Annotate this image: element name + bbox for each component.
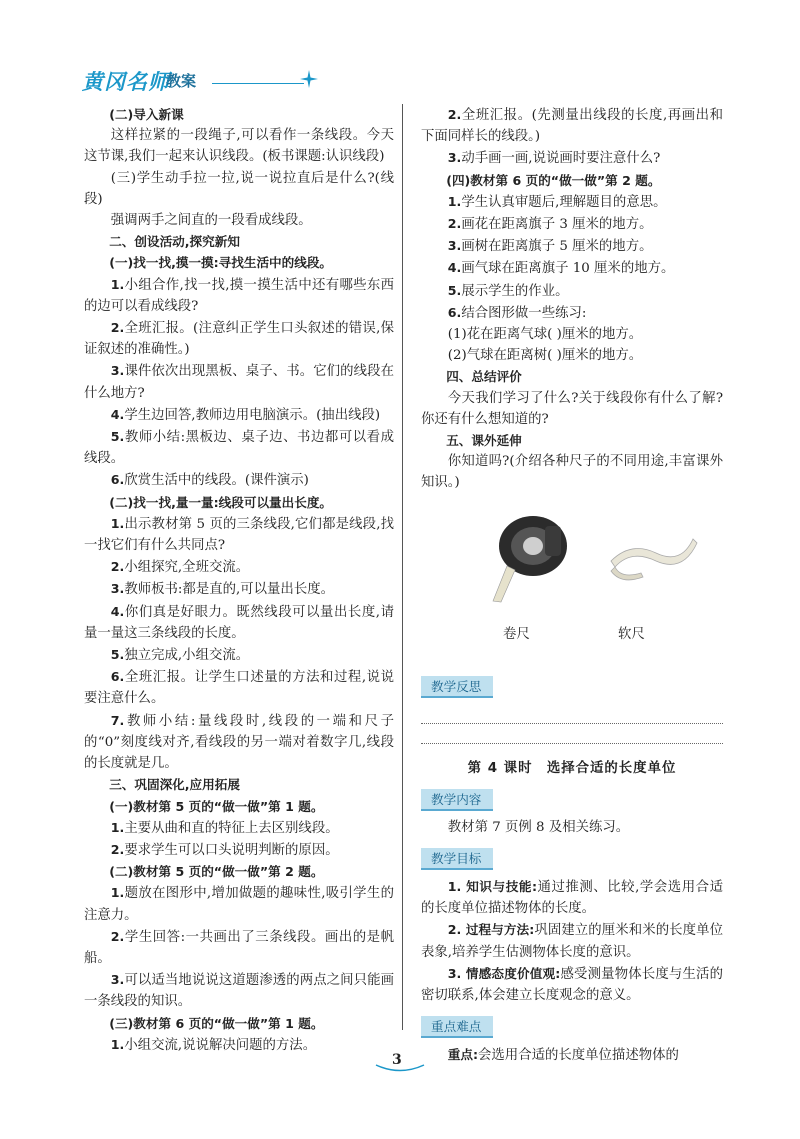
list-item bbox=[421, 235, 723, 257]
list-item bbox=[84, 404, 394, 426]
list-item bbox=[84, 317, 394, 360]
list-item bbox=[84, 839, 394, 861]
list-item bbox=[84, 710, 394, 775]
item-label: 3. 情感态度价值观: bbox=[447, 965, 561, 981]
list-item bbox=[84, 882, 394, 925]
list-item bbox=[84, 644, 394, 666]
item-text: 你们真是好眼力。既然线段可以量出长度,请量一量这三条线段的长度。 bbox=[84, 604, 394, 641]
paragraph: 今天我们学习了什么?关于线段你有什么了解?你还有什么想知道的? bbox=[421, 390, 723, 427]
list-item bbox=[421, 280, 723, 302]
list-item bbox=[84, 426, 394, 469]
page-number: 3 bbox=[392, 1052, 402, 1068]
item-text: 巩固建立的厘米和米的长度单位表象,培养学生估测物体长度的意识。 bbox=[421, 923, 724, 960]
item-number: 6. bbox=[110, 669, 125, 685]
list-item bbox=[84, 1034, 394, 1056]
list-item bbox=[421, 213, 723, 235]
section-heading: 二、创设活动,探究新知 bbox=[109, 234, 240, 250]
list-item bbox=[84, 601, 394, 644]
item-number: 4. bbox=[110, 603, 125, 619]
list-item bbox=[421, 104, 723, 147]
list-item bbox=[421, 147, 723, 169]
item-number: 3. bbox=[110, 972, 125, 988]
tape-measure-caption: 卷尺 bbox=[503, 626, 530, 642]
paragraph: 强调两手之间直的一段看成线段。 bbox=[110, 213, 312, 229]
list-item bbox=[421, 1044, 723, 1066]
item-number: 1. bbox=[110, 819, 125, 835]
item-number: 1. bbox=[110, 515, 125, 531]
item-number: 4. bbox=[110, 406, 125, 422]
item-text: 要求学生可以口头说明判断的原因。 bbox=[124, 842, 339, 858]
item-number: 6. bbox=[110, 472, 125, 488]
item-text: 结合图形做一些练习: bbox=[461, 305, 587, 321]
item-label: 重点: bbox=[447, 1047, 479, 1063]
brand-logo: 黄冈名师 bbox=[82, 70, 170, 94]
item-text: 欣赏生活中的线段。(课件演示) bbox=[124, 473, 309, 489]
item-number: 7. bbox=[110, 712, 125, 728]
item-text: 课件依次出现黑板、桌子、书。它们的线段在什么地方? bbox=[84, 364, 394, 401]
item-number: 5. bbox=[110, 429, 125, 445]
item-text: 画气球在距离旗子 10 厘米的地方。 bbox=[461, 261, 675, 277]
page-number-ornament bbox=[374, 1062, 426, 1074]
item-text: 展示学生的作业。 bbox=[461, 283, 569, 299]
item-text: 动手画一画,说说画时要注意什么? bbox=[461, 151, 661, 167]
list-item bbox=[84, 969, 394, 1012]
item-text: 画花在距离旗子 3 厘米的地方。 bbox=[461, 217, 653, 233]
item-text: 全班汇报。让学生口述量的方法和过程,说说要注意什么。 bbox=[84, 670, 394, 707]
item-text: 题放在图形中,增加做题的趣味性,吸引学生的注意力。 bbox=[84, 886, 394, 923]
tape-measure-image bbox=[483, 506, 593, 606]
item-text: 小组探究,全班交流。 bbox=[124, 560, 250, 576]
ruler-illustrations bbox=[421, 506, 723, 666]
lesson-title: 第 4 课时 选择合适的长度单位 bbox=[467, 760, 677, 776]
item-text: 感受测量物体长度与生活的密切联系,体会建立长度观念的意义。 bbox=[421, 966, 724, 1004]
item-text: 教师小结:黑板边、桌子边、书边都可以看成线段。 bbox=[84, 430, 394, 467]
item-text: 全班汇报。(注意纠正学生口头叙述的错误,保证叙述的准确性。) bbox=[84, 321, 394, 358]
list-item bbox=[84, 926, 394, 969]
section-heading: (二)教材第 5 页的“做一做”第 2 题。 bbox=[109, 864, 324, 880]
reflection-line bbox=[421, 724, 723, 744]
list-item bbox=[84, 556, 394, 578]
item-number: 1. bbox=[110, 1036, 125, 1052]
section-heading: (三)教材第 6 页的“做一做”第 1 题。 bbox=[109, 1015, 324, 1031]
header-subtitle: 教案 bbox=[166, 72, 197, 90]
item-text: 全班汇报。(先测量出线段的长度,再画出和下面同样长的线段。) bbox=[421, 108, 723, 145]
item-text: 学生边回答,教师边用电脑演示。(抽出线段) bbox=[124, 407, 381, 423]
item-number: 2. bbox=[110, 928, 125, 944]
soft-ruler-image bbox=[601, 521, 701, 591]
list-item bbox=[84, 666, 394, 709]
key-points-tag: 重点难点 bbox=[421, 1016, 493, 1038]
paragraph: 这样拉紧的一段绳子,可以看作一条线段。今天这节课,我们一起来认识线段。(板书课题:认识线段) bbox=[84, 128, 394, 165]
list-item bbox=[421, 919, 723, 962]
column-divider bbox=[402, 104, 403, 1030]
item-number: 6. bbox=[447, 304, 462, 320]
item-text: 可以适当地说说这道题渗透的两点之间只能画一条线段的知识。 bbox=[84, 973, 394, 1010]
item-number: 3. bbox=[447, 238, 462, 254]
item-number: 3. bbox=[447, 150, 462, 166]
item-text: 小组交流,说说解决问题的方法。 bbox=[124, 1037, 317, 1053]
item-number: 5. bbox=[447, 282, 462, 298]
list-item bbox=[84, 513, 394, 556]
right-column bbox=[421, 104, 723, 1066]
exercise-line: (1)花在距离气球( )厘米的地方。 bbox=[447, 327, 643, 343]
item-text: 小组合作,找一找,摸一摸生活中还有哪些东西的边可以看成线段? bbox=[84, 277, 394, 314]
section-heading: (二)找一找,量一量:线段可以量出长度。 bbox=[109, 494, 333, 510]
item-text: 教师板书:都是直的,可以量出长度。 bbox=[124, 582, 334, 598]
section-heading: (一)教材第 5 页的“做一做”第 1 题。 bbox=[109, 798, 324, 814]
exercise-line: (2)气球在距离树( )厘米的地方。 bbox=[447, 348, 643, 364]
left-column bbox=[84, 104, 394, 1056]
list-item bbox=[421, 963, 723, 1006]
list-item bbox=[84, 817, 394, 839]
item-label: 1. 知识与技能: bbox=[447, 879, 538, 895]
item-number: 4. bbox=[447, 260, 462, 276]
item-number: 2. bbox=[110, 320, 125, 336]
list-item bbox=[84, 274, 394, 317]
item-number: 2. bbox=[447, 107, 462, 122]
item-number: 1. bbox=[110, 885, 125, 901]
item-number: 1. bbox=[447, 193, 462, 209]
list-item bbox=[421, 876, 723, 919]
soft-ruler-caption: 软尺 bbox=[618, 626, 645, 642]
item-number: 5. bbox=[110, 647, 125, 663]
item-text: 学生认真审题后,理解题目的意思。 bbox=[461, 194, 667, 210]
paragraph: (三)学生动手拉一拉,说一说拉直后是什么?(线段) bbox=[84, 170, 394, 207]
section-heading: 五、课外延伸 bbox=[446, 433, 522, 449]
page-header bbox=[82, 66, 322, 96]
item-number: 2. bbox=[447, 216, 462, 232]
reflection-line bbox=[421, 704, 723, 724]
item-text: 通过推测、比较,学会选用合适的长度单位描述物体的长度。 bbox=[421, 880, 723, 917]
list-item bbox=[421, 302, 723, 324]
item-number: 2. bbox=[110, 559, 125, 575]
item-label: 2. 过程与方法: bbox=[447, 922, 535, 938]
item-text: 主要从曲和直的特征上去区别线段。 bbox=[124, 820, 339, 836]
teaching-content-tag: 教学内容 bbox=[421, 789, 493, 811]
list-item bbox=[84, 469, 394, 491]
item-text: 会选用合适的长度单位描述物体的 bbox=[478, 1048, 679, 1064]
item-text: 出示教材第 5 页的三条线段,它们都是线段,找一找它们有什么共同点? bbox=[84, 516, 394, 554]
item-number: 1. bbox=[110, 276, 125, 292]
section-heading: 四、总结评价 bbox=[446, 369, 522, 385]
section-heading: (二)导入新课 bbox=[109, 107, 184, 122]
teaching-reflection-tag: 教学反思 bbox=[421, 676, 493, 698]
section-heading: 三、巩固深化,应用拓展 bbox=[109, 777, 240, 793]
item-number: 3. bbox=[110, 363, 125, 379]
item-text: 教师小结:量线段时,线段的一端和尺子的“0”刻度线对齐,看线段的另一端对着数字几,线段的长度就是几。 bbox=[84, 713, 394, 772]
sparkle-icon bbox=[300, 70, 318, 88]
section-heading: (一)找一找,摸一摸:寻找生活中的线段。 bbox=[109, 255, 333, 271]
paragraph: 你知道吗?(介绍各种尺子的不同用途,丰富课外知识。) bbox=[421, 454, 723, 491]
list-item bbox=[84, 360, 394, 403]
header-rule bbox=[212, 83, 304, 84]
teaching-goals-tag: 教学目标 bbox=[421, 848, 493, 870]
section-heading: (四)教材第 6 页的“做一做”第 2 题。 bbox=[446, 172, 661, 188]
list-item bbox=[421, 191, 723, 213]
list-item bbox=[84, 578, 394, 600]
item-text: 学生回答:一共画出了三条线段。画出的是帆船。 bbox=[84, 929, 394, 966]
item-number: 3. bbox=[110, 581, 125, 597]
item-text: 独立完成,小组交流。 bbox=[124, 648, 250, 664]
paragraph: 教材第 7 页例 8 及相关练习。 bbox=[447, 819, 630, 835]
list-item bbox=[421, 257, 723, 279]
item-text: 画树在距离旗子 5 厘米的地方。 bbox=[461, 239, 653, 255]
item-number: 2. bbox=[110, 841, 125, 857]
